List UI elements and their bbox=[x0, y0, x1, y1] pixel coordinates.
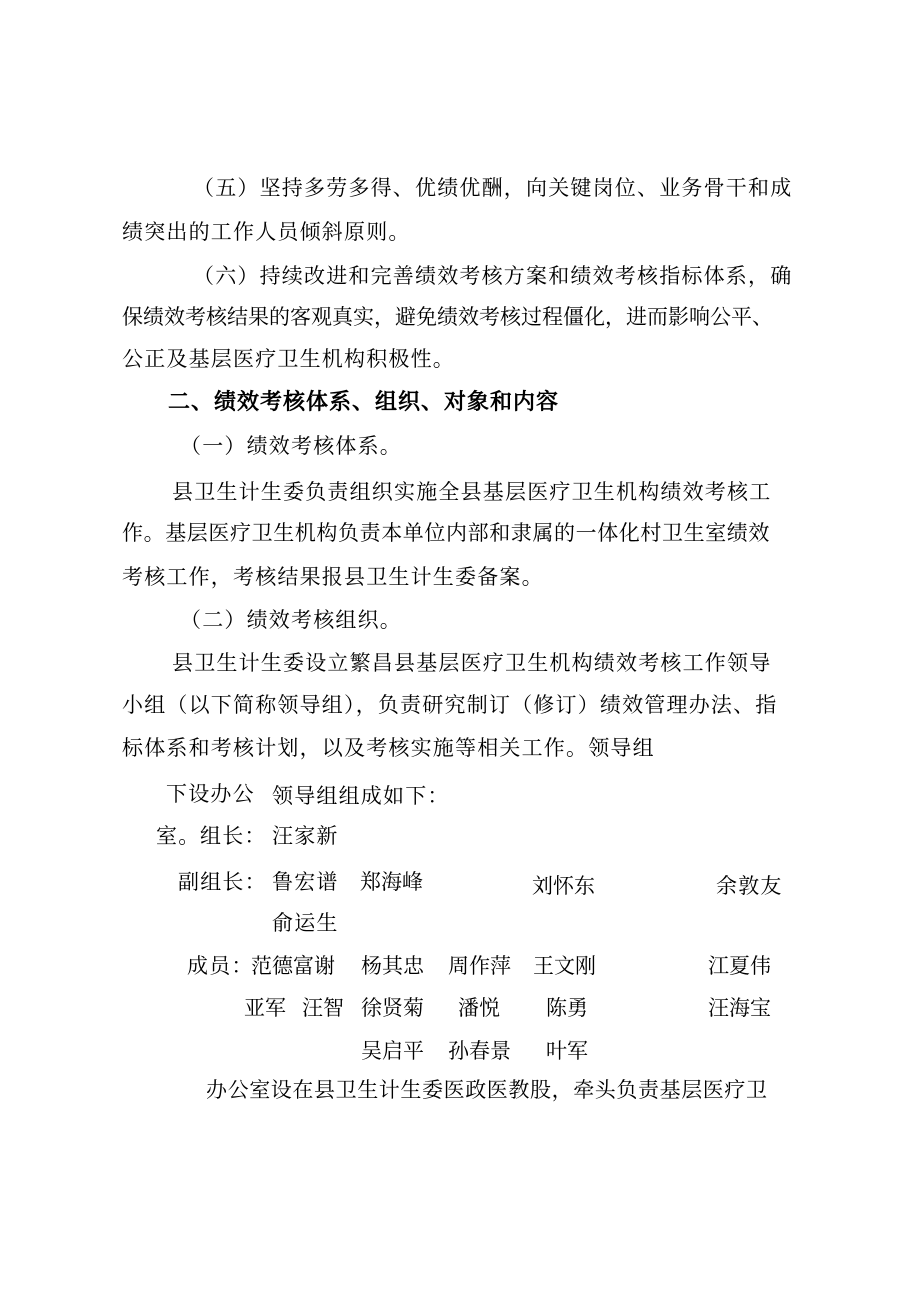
deputy-name: 鲁宏谱 bbox=[272, 870, 339, 894]
office-fragment-1: 下设办公 bbox=[166, 782, 255, 806]
member-name: 叶军 bbox=[546, 1039, 588, 1063]
subsection-1-line-3: 考核工作，考核结果报县卫生计生委备案。 bbox=[122, 565, 544, 589]
paragraph-6-line-1: （六）持续改进和完善绩效考核方案和绩效考核指标体系，确 bbox=[193, 264, 793, 288]
member-name: 孙春景 bbox=[448, 1039, 511, 1063]
member-name: 汪智 bbox=[302, 996, 344, 1020]
member-name: 亚军 bbox=[244, 996, 286, 1020]
paragraph-6-line-3: 公正及基层医疗卫生机构积极性。 bbox=[122, 347, 455, 371]
member-name: 江夏伟 bbox=[708, 954, 771, 978]
paragraph-5-line-2: 绩突出的工作人员倾斜原则。 bbox=[122, 220, 411, 244]
subsection-2-line-3: 标体系和考核计划，以及考核实施等相关工作。领导组 bbox=[122, 736, 655, 760]
paragraph-5-line-1: （五）坚持多劳多得、优绩优酬，向关键岗位、业务骨干和成 bbox=[193, 176, 793, 200]
deputy-name: 郑海峰 bbox=[360, 870, 423, 894]
leader-name: 汪家新 bbox=[272, 824, 339, 848]
leader-label: 组长： bbox=[200, 824, 267, 848]
subsection-2-line-1: 县卫生计生委设立繁昌县基层医疗卫生机构绩效考核工作领导 bbox=[172, 651, 772, 675]
member-name: 潘悦 bbox=[458, 996, 500, 1020]
office-location-line: 办公室设在县卫生计生委医政医教股，牵头负责基层医疗卫 bbox=[206, 1078, 768, 1102]
deputy-name: 余敦友 bbox=[716, 874, 783, 898]
member-name: 杨其忠 bbox=[361, 954, 424, 978]
section-heading-2: 二、绩效考核体系、组织、对象和内容 bbox=[168, 390, 560, 415]
subsection-1-line-2: 作。基层医疗卫生机构负责本单位内部和隶属的一体化村卫生室绩效 bbox=[122, 521, 770, 545]
member-name: 范德富谢 bbox=[251, 954, 335, 978]
members-label: 成员： bbox=[187, 954, 254, 978]
office-fragment-2: 室。 bbox=[156, 824, 201, 848]
paragraph-6-line-2: 保绩效考核结果的客观真实，避免绩效考核过程僵化，进而影响公平、 bbox=[122, 305, 773, 329]
subsection-1-title: （一）绩效考核体系。 bbox=[180, 434, 402, 458]
member-name: 汪海宝 bbox=[708, 996, 771, 1020]
deputy-name: 俞运生 bbox=[272, 911, 339, 935]
composition-intro: 领导组组成如下： bbox=[272, 784, 450, 808]
subsection-1-line-1: 县卫生计生委负责组织实施全县基层医疗卫生机构绩效考核工 bbox=[172, 480, 772, 504]
member-name: 陈勇 bbox=[546, 996, 588, 1020]
member-name: 周作萍 bbox=[448, 954, 511, 978]
member-name: 王文刚 bbox=[533, 954, 596, 978]
member-name: 吴启平 bbox=[361, 1039, 424, 1063]
member-name: 徐贤菊 bbox=[361, 996, 424, 1020]
subsection-2-title: （二）绩效考核组织。 bbox=[180, 608, 402, 632]
deputy-name: 刘怀东 bbox=[532, 874, 595, 898]
subsection-2-line-2: 小组（以下简称领导组），负责研究制订（修订）绩效管理办法、指 bbox=[122, 693, 778, 717]
deputy-label: 副组长： bbox=[178, 870, 267, 894]
